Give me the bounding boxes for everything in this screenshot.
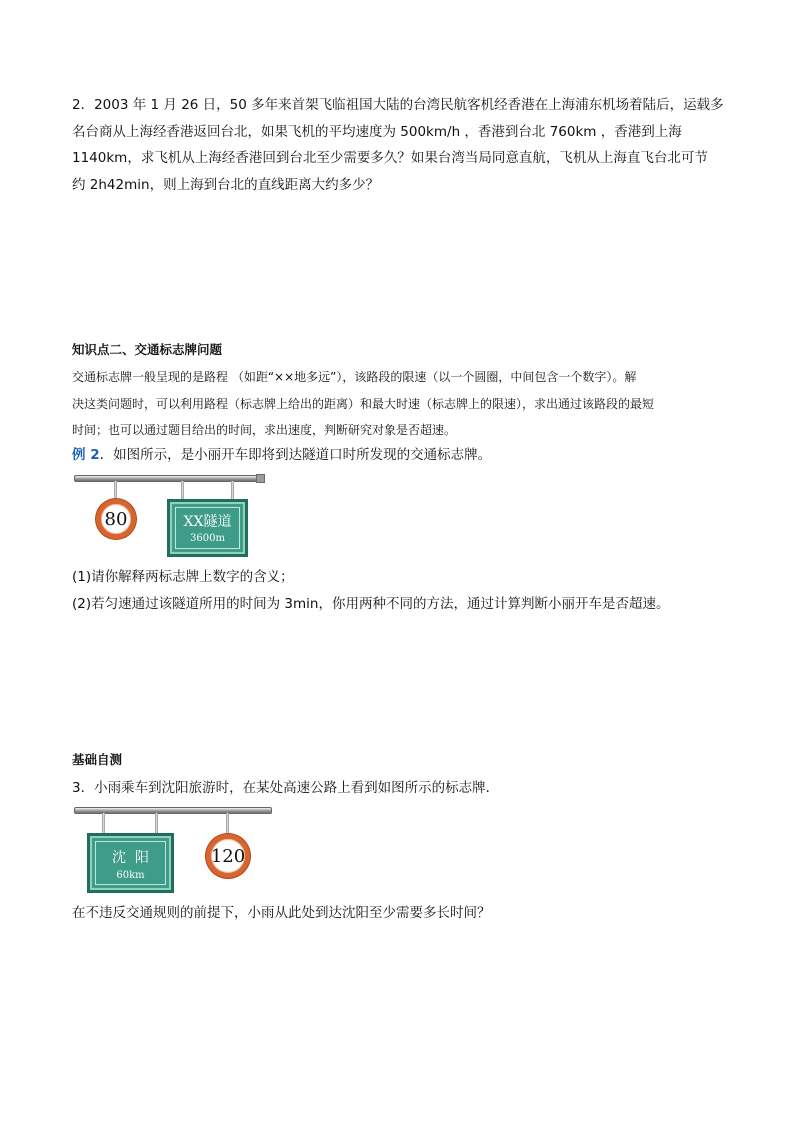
speed-limit-value: 120 xyxy=(210,845,246,867)
self-test-heading: 基础自测 xyxy=(72,752,123,767)
sign-rod xyxy=(226,813,229,834)
example-2-text: ．如图所示，是小丽开车即将到达隧道口时所发现的交通标志牌。 xyxy=(99,447,492,463)
tunnel-sign-name: XX隧道 xyxy=(183,514,232,530)
sign-rod xyxy=(114,481,117,498)
knowledge-line-1: 交通标志牌一般呈现的是路程 （如距“××地多远”），该路段的限速（以一个圆圈，中间包含一个数字）。解 xyxy=(72,370,637,384)
sign-rod xyxy=(231,481,234,499)
question-3-prompt: 在不违反交通规则的前提下，小雨从此处到达沈阳至少需要多长时间？ xyxy=(72,905,491,921)
question-2-line-2: 名台商从上海经香港返回台北，如果飞机的平均速度为 500km/h ，香港到台北 760km ，香港到上海 xyxy=(72,123,682,140)
knowledge-heading: 知识点二、交通标志牌问题 xyxy=(72,342,223,357)
knowledge-line-3: 时间；也可以通过题目给出的时间，求出速度，判断研究对象是否超速。 xyxy=(72,423,457,437)
city-sign-distance: 60km xyxy=(116,870,145,881)
speed-limit-sign-80 xyxy=(96,499,136,539)
pole-end-cap xyxy=(256,474,265,483)
question-2 xyxy=(72,92,724,198)
knowledge-text xyxy=(72,364,724,444)
knowledge-line-2: 决这类问题时，可以利用路程（标志牌上给出的距离）和最大时速（标志牌上的限速），求出通过该路段的最短 xyxy=(72,396,655,411)
speed-limit-value: 80 xyxy=(104,508,128,530)
example-2 xyxy=(72,442,724,469)
sign-rod xyxy=(102,813,105,833)
example-2-label: 例 2 xyxy=(72,447,100,463)
question-2-line-1: 2．2003 年 1 月 26 日，50 多年来首架飞临祖国大陆的台湾民航客机经香港在上海浦东机场着陆后，运载多 xyxy=(72,97,724,113)
sign-pole xyxy=(74,475,264,482)
tunnel-sign-distance: 3600m xyxy=(190,533,225,544)
tunnel-sign xyxy=(167,499,248,557)
question-2-line-4: 约 2h42min，则上海到台北的直线距离大约多少？ xyxy=(72,176,380,193)
city-sign-shenyang xyxy=(87,833,174,893)
city-sign-name: 沈 阳 xyxy=(112,850,149,866)
question-2-line-3: 1140km，求飞机从上海经香港回到台北至少需要多久？如果台湾当局同意直航，飞机从上海直飞台北可节 xyxy=(72,150,708,166)
example-2-sub-2: (2)若匀速通过该隧道所用的时间为 3min，你用两种不同的方法，通过计算判断小丽开车是否超速。 xyxy=(72,596,670,612)
speed-limit-sign-120 xyxy=(206,834,250,878)
sign-rod xyxy=(181,481,184,499)
sign-rod xyxy=(155,813,158,833)
example-2-sub-1: (1)请你解释两标志牌上数字的含义； xyxy=(72,569,294,585)
question-3: 3．小雨乘车到沈阳旅游时，在某处高速公路上看到如图所示的标志牌． xyxy=(72,780,500,796)
